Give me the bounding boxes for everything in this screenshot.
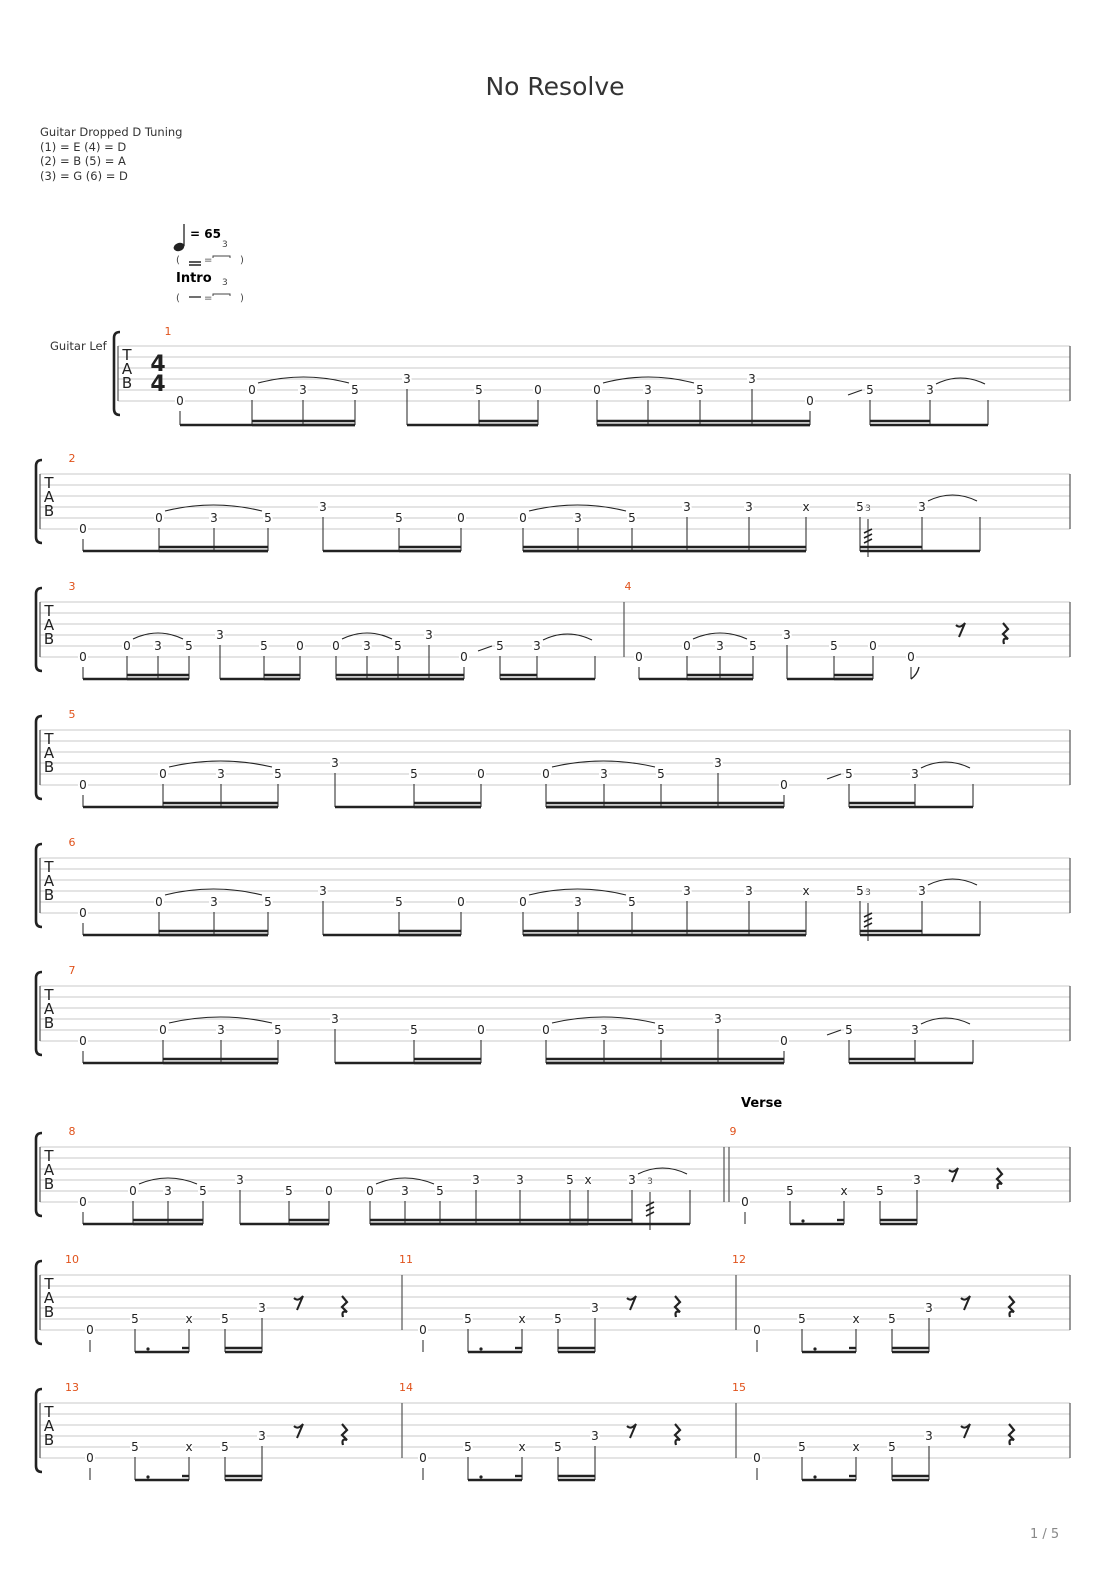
fret-number: 5: [131, 1312, 139, 1326]
fret-number: 3: [258, 1301, 266, 1315]
fret-number: 5: [628, 895, 636, 909]
fret-number: 5: [888, 1312, 896, 1326]
tab-clef-letter: A: [43, 1417, 55, 1435]
quarter-rest: [1003, 623, 1008, 644]
fret-number: 5: [856, 500, 864, 514]
tab-clef-letter: T: [44, 1147, 54, 1165]
quarter-rest: [1009, 1296, 1014, 1317]
fret-number: 0: [457, 895, 465, 909]
fret-number: 5: [866, 383, 874, 397]
fret-number: 5: [464, 1440, 472, 1454]
fret-number: 3: [319, 500, 327, 514]
fret-number: 5: [798, 1312, 806, 1326]
fret-number: 5: [830, 639, 838, 653]
fret-number: 0: [86, 1451, 94, 1465]
measure-number: 14: [399, 1381, 413, 1394]
fret-number: 5: [394, 639, 402, 653]
fret-number: 5: [749, 639, 757, 653]
fret-number: 5: [464, 1312, 472, 1326]
dead-note: x: [185, 1440, 193, 1454]
measure-number: 1: [164, 325, 172, 338]
tempo-text: = 65: [190, 227, 221, 241]
fret-number: 3: [216, 628, 224, 642]
fret-number: 0: [460, 650, 468, 664]
fret-number: 0: [519, 511, 527, 525]
fret-number: 3: [210, 511, 218, 525]
fret-number: 5: [351, 383, 359, 397]
system-bracket: [114, 332, 120, 415]
fret-number: 0: [542, 1023, 550, 1037]
tab-clef-letter: A: [43, 1161, 55, 1179]
fret-number: 5: [798, 1440, 806, 1454]
fret-number: 0: [79, 522, 87, 536]
tab-clef-letter: B: [43, 502, 55, 520]
fret-number: 3: [911, 1023, 919, 1037]
quarter-rest: [342, 1424, 347, 1445]
tab-clef-letter: T: [44, 474, 54, 492]
fret-number: 3: [918, 884, 926, 898]
tab-system: [36, 452, 1070, 557]
tab-clef-letter: B: [121, 374, 133, 392]
fret-number: 3: [644, 383, 652, 397]
measure-number: 8: [68, 1125, 76, 1138]
measure-number: 7: [68, 964, 76, 977]
fret-number: 3: [783, 628, 791, 642]
tab-clef-letter: T: [122, 346, 132, 364]
fret-number: 3: [714, 1012, 722, 1026]
fret-number: 0: [129, 1184, 137, 1198]
time-signature-bottom: 4: [150, 372, 166, 397]
fret-number: 0: [741, 1195, 749, 1209]
fret-number: 5: [554, 1440, 562, 1454]
fret-number: 3: [683, 500, 691, 514]
fret-number: 0: [79, 778, 87, 792]
tab-clef-letter: A: [121, 360, 133, 378]
tab-clef-letter: T: [44, 1403, 54, 1421]
fret-number: 3: [911, 767, 919, 781]
fret-number: 0: [683, 639, 691, 653]
system-bracket: [36, 1261, 42, 1344]
fret-number: 5: [221, 1440, 229, 1454]
fret-number: 0: [753, 1451, 761, 1465]
tab-clef-letter: T: [44, 1275, 54, 1293]
fret-number: 0: [519, 895, 527, 909]
fret-number: 0: [123, 639, 131, 653]
fret-number: 3: [217, 767, 225, 781]
fret-number: 3: [331, 1012, 339, 1026]
fret-number: 5: [628, 511, 636, 525]
fret-number: 5: [436, 1184, 444, 1198]
page-number: 1 / 5: [1030, 1527, 1060, 1542]
fret-number: 3: [425, 628, 433, 642]
fret-number: 0: [419, 1451, 427, 1465]
tab-clef-letter: A: [43, 616, 55, 634]
fret-number: 3: [472, 1173, 480, 1187]
system-bracket: [36, 460, 42, 543]
fret-number: 3: [745, 884, 753, 898]
fret-number: 0: [79, 1034, 87, 1048]
fret-number: 0: [907, 650, 915, 664]
fret-number: 0: [155, 511, 163, 525]
fret-number: 0: [780, 1034, 788, 1048]
fret-number: 0: [457, 511, 465, 525]
fret-number: 5: [475, 383, 483, 397]
svg-text:(: (: [176, 255, 180, 266]
measure-number: 4: [624, 580, 632, 593]
tuning-line: (2) = B (5) = A: [40, 154, 126, 169]
fret-number: 0: [79, 906, 87, 920]
fret-number: 3: [918, 500, 926, 514]
system-bracket: [36, 588, 42, 671]
fret-number: 3: [748, 372, 756, 386]
grace-note: 3: [647, 1177, 653, 1187]
system-bracket: [36, 1389, 42, 1472]
slide-line: [478, 646, 492, 651]
tempo-marking: [172, 224, 220, 253]
fret-number: 3: [716, 639, 724, 653]
fret-number: 5: [264, 895, 272, 909]
fret-number: 3: [299, 383, 307, 397]
fret-number: 3: [258, 1429, 266, 1443]
section-verse: Verse: [741, 1096, 783, 1111]
fret-number: 0: [159, 767, 167, 781]
fret-number: 0: [542, 767, 550, 781]
measure-number: 5: [68, 708, 76, 721]
measure-number: 15: [732, 1381, 746, 1394]
tuning-heading: Guitar Dropped D Tuning: [40, 125, 183, 139]
fret-number: 0: [869, 639, 877, 653]
measure-number: 12: [732, 1253, 746, 1266]
fret-number: 5: [888, 1440, 896, 1454]
system-bracket: [36, 844, 42, 927]
fret-number: 0: [79, 1195, 87, 1209]
tab-system: [36, 580, 1070, 679]
dot: [801, 1219, 804, 1222]
quarter-rest: [675, 1424, 680, 1445]
fret-number: 0: [248, 383, 256, 397]
svg-text:=: =: [204, 255, 213, 266]
tab-system: [36, 964, 1070, 1063]
fret-number: 0: [79, 650, 87, 664]
note-flag: [911, 667, 919, 679]
dead-note: x: [802, 884, 810, 898]
tab-clef-letter: B: [43, 1431, 55, 1449]
system-bracket: [36, 972, 42, 1055]
fret-number: 3: [745, 500, 753, 514]
fret-number: 5: [696, 383, 704, 397]
fret-number: 5: [395, 511, 403, 525]
tab-system: [114, 325, 1070, 425]
quarter-rest: [342, 1296, 347, 1317]
dead-note: x: [518, 1440, 526, 1454]
fret-number: 5: [274, 767, 282, 781]
tab-clef-letter: B: [43, 630, 55, 648]
dead-note: x: [802, 500, 810, 514]
measure-number: 10: [65, 1253, 79, 1266]
svg-text:): ): [240, 255, 244, 266]
fret-number: 3: [714, 756, 722, 770]
tuplet-number: 3: [222, 278, 228, 288]
svg-text:): ): [240, 293, 244, 304]
fret-number: 3: [403, 372, 411, 386]
fret-number: 3: [210, 895, 218, 909]
fret-number: 0: [534, 383, 542, 397]
tab-clef-letter: A: [43, 744, 55, 762]
dot: [479, 1347, 482, 1350]
measure-number: 3: [68, 580, 76, 593]
fret-number: 5: [395, 895, 403, 909]
measure-number: 2: [68, 452, 76, 465]
fret-number: 5: [554, 1312, 562, 1326]
fret-number: 0: [806, 394, 814, 408]
fret-number: 0: [593, 383, 601, 397]
fret-number: 5: [410, 767, 418, 781]
fret-number: 0: [366, 1184, 374, 1198]
tab-system: [36, 836, 1070, 941]
tab-clef-letter: A: [43, 872, 55, 890]
fret-number: 5: [199, 1184, 207, 1198]
quarter-rest: [675, 1296, 680, 1317]
fret-number: 5: [131, 1440, 139, 1454]
tuning-line: (1) = E (4) = D: [40, 139, 127, 154]
fret-number: 0: [635, 650, 643, 664]
fret-number: 0: [780, 778, 788, 792]
measure-number: 13: [65, 1381, 79, 1394]
tab-clef-letter: T: [44, 858, 54, 876]
dot: [146, 1475, 149, 1478]
fret-number: 5: [657, 767, 665, 781]
fret-number: 0: [155, 895, 163, 909]
tab-system: [36, 1125, 1070, 1230]
dead-note: x: [852, 1440, 860, 1454]
dot: [813, 1347, 816, 1350]
fret-number: 3: [236, 1173, 244, 1187]
fret-number: 5: [410, 1023, 418, 1037]
quarter-rest: [997, 1168, 1002, 1189]
fret-number: 0: [325, 1184, 333, 1198]
tab-system: [36, 1381, 1070, 1480]
tab-system: [36, 708, 1070, 807]
dead-note: x: [840, 1184, 848, 1198]
fret-number: 5: [657, 1023, 665, 1037]
tab-clef-letter: B: [43, 886, 55, 904]
fret-number: 0: [176, 394, 184, 408]
system-bracket: [36, 716, 42, 799]
fret-number: 5: [566, 1173, 574, 1187]
tab-clef-letter: B: [43, 1303, 55, 1321]
song-title: No Resolve: [485, 72, 625, 101]
fret-number: 5: [221, 1312, 229, 1326]
fret-number: 3: [164, 1184, 172, 1198]
dot: [146, 1347, 149, 1350]
fret-number: 5: [260, 639, 268, 653]
measure-number: 9: [729, 1125, 737, 1138]
tab-clef-letter: A: [43, 1289, 55, 1307]
quarter-rest: [1009, 1424, 1014, 1445]
fret-number: 0: [332, 639, 340, 653]
slide-line: [848, 390, 862, 395]
measure-number: 6: [68, 836, 76, 849]
fret-number: 3: [516, 1173, 524, 1187]
fret-number: 3: [574, 895, 582, 909]
tab-clef-letter: T: [44, 602, 54, 620]
fret-number: 5: [856, 884, 864, 898]
section-intro: Intro: [176, 271, 212, 286]
system-bracket: [36, 1133, 42, 1216]
svg-text:(: (: [176, 293, 180, 304]
fret-number: 3: [533, 639, 541, 653]
dead-note: x: [584, 1173, 592, 1187]
fret-number: 3: [217, 1023, 225, 1037]
fret-number: 5: [845, 767, 853, 781]
tab-systems: [36, 325, 1070, 1480]
fret-number: 5: [876, 1184, 884, 1198]
fret-number: 5: [264, 511, 272, 525]
fret-number: 3: [926, 383, 934, 397]
fret-number: 3: [319, 884, 327, 898]
fret-number: 5: [845, 1023, 853, 1037]
fret-number: 0: [477, 1023, 485, 1037]
fret-number: 3: [591, 1429, 599, 1443]
fret-number: 0: [477, 767, 485, 781]
tab-clef-letter: B: [43, 1014, 55, 1032]
fret-number: 5: [496, 639, 504, 653]
fret-number: 3: [925, 1429, 933, 1443]
fret-number: 3: [574, 511, 582, 525]
tab-clef-letter: B: [43, 758, 55, 776]
fret-number: 3: [913, 1173, 921, 1187]
dead-note: x: [185, 1312, 193, 1326]
fret-number: 3: [925, 1301, 933, 1315]
fret-number: 3: [683, 884, 691, 898]
svg-text:=: =: [204, 293, 213, 304]
tuning-line: (3) = G (6) = D: [40, 168, 128, 183]
tuplet-number: 3: [222, 240, 228, 250]
fret-number: 3: [628, 1173, 636, 1187]
slide-line: [827, 1030, 841, 1035]
tab-clef-letter: T: [44, 986, 54, 1004]
fret-number: 3: [363, 639, 371, 653]
grace-note: 3: [865, 504, 871, 514]
measure-number: 11: [399, 1253, 413, 1266]
slide-line: [827, 774, 841, 779]
time-signature-top: 4: [150, 352, 166, 377]
fret-number: 3: [591, 1301, 599, 1315]
tab-system: [36, 1253, 1070, 1352]
fret-number: 3: [600, 767, 608, 781]
dot: [479, 1475, 482, 1478]
fret-number: 3: [401, 1184, 409, 1198]
fret-number: 5: [185, 639, 193, 653]
fret-number: 3: [154, 639, 162, 653]
fret-number: 0: [159, 1023, 167, 1037]
dot: [813, 1475, 816, 1478]
fret-number: 0: [86, 1323, 94, 1337]
fret-number: 3: [331, 756, 339, 770]
tab-clef-letter: T: [44, 730, 54, 748]
dead-note: x: [518, 1312, 526, 1326]
fret-number: 3: [600, 1023, 608, 1037]
dead-note: x: [852, 1312, 860, 1326]
fret-number: 0: [419, 1323, 427, 1337]
track-name: Guitar Lef: [50, 339, 107, 353]
tab-clef-letter: A: [43, 1000, 55, 1018]
tab-clef-letter: A: [43, 488, 55, 506]
grace-note: 3: [865, 888, 871, 898]
fret-number: 5: [786, 1184, 794, 1198]
fret-number: 0: [296, 639, 304, 653]
tab-clef-letter: B: [43, 1175, 55, 1193]
fret-number: 5: [274, 1023, 282, 1037]
fret-number: 5: [285, 1184, 293, 1198]
fret-number: 0: [753, 1323, 761, 1337]
